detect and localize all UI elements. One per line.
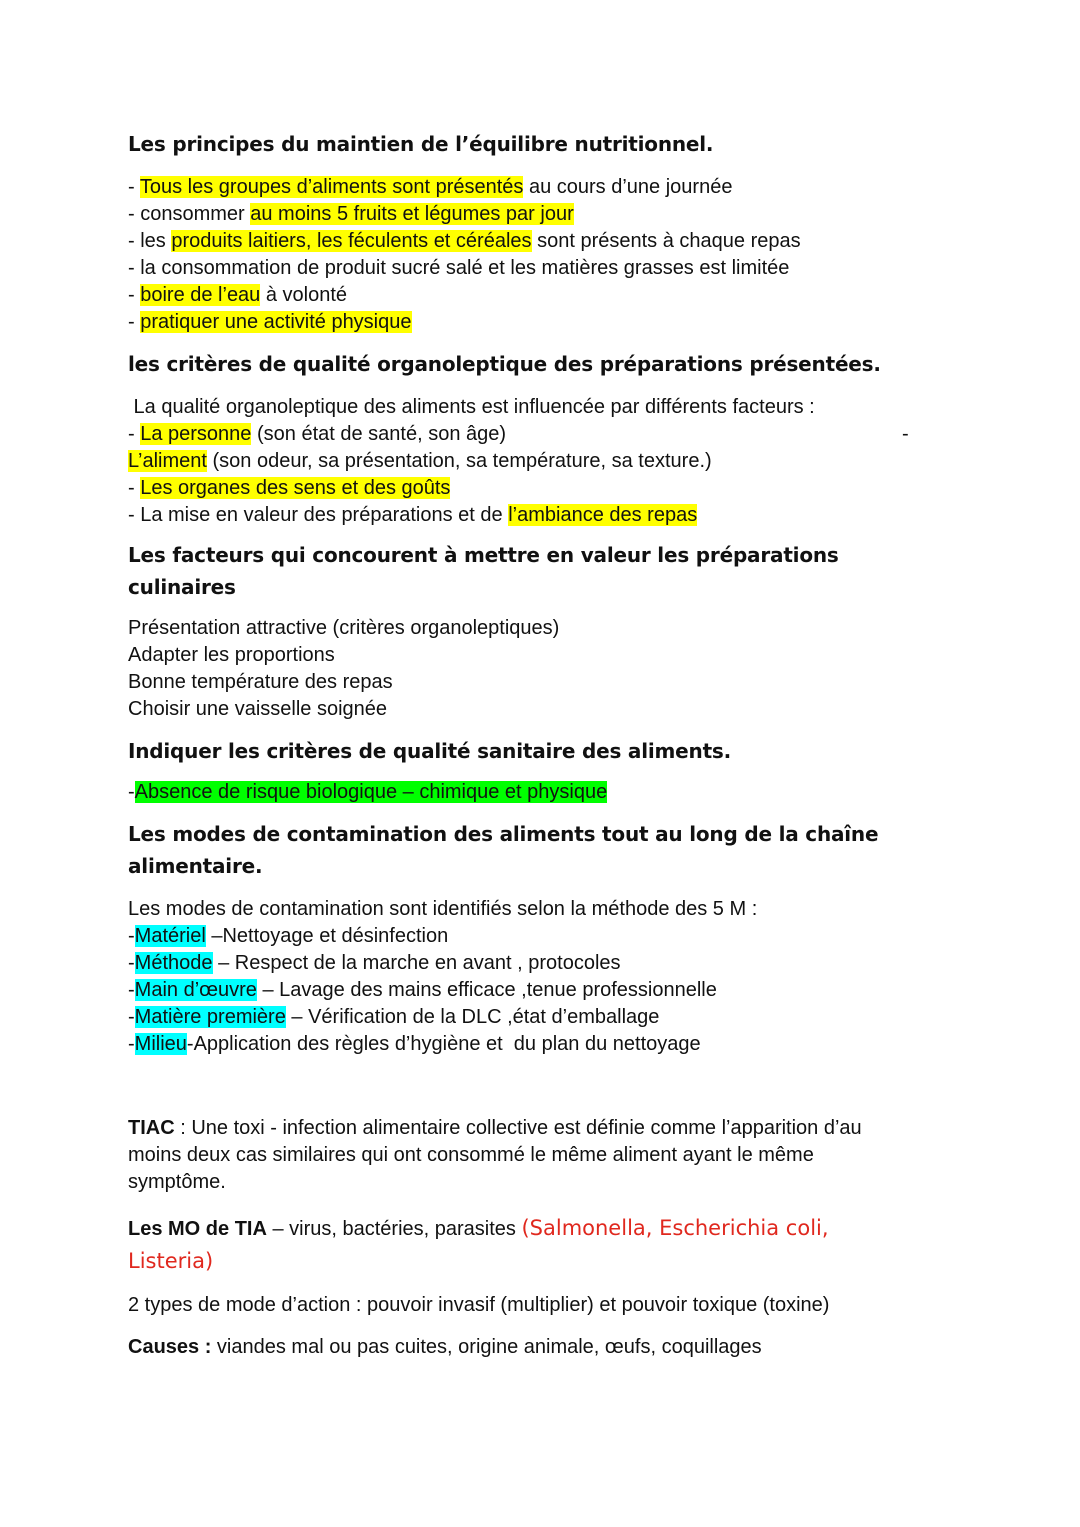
modes-line: 2 types de mode d’action : pouvoir invasif (multiplier) et pouvoir toxique (toxine) bbox=[128, 1294, 830, 1316]
mo-line bbox=[128, 1245, 948, 1278]
list-item: - Tous les groupes d’aliments sont présentés au cours d’une journée bbox=[128, 176, 733, 198]
intro-text: La qualité organoleptique des aliments est influencée par différents facteurs : bbox=[128, 396, 815, 418]
section-title-equilibre: Les principes du maintien de l’équilibre nutritionnel. bbox=[128, 132, 714, 156]
organoleptique-list bbox=[128, 394, 948, 529]
list-item: - pratiquer une activité physique bbox=[128, 311, 412, 333]
list-item: -Absence de risque biologique – chimique et physique bbox=[128, 781, 608, 803]
list-item: L’aliment (son odeur, sa présentation, sa température, sa texture.) bbox=[128, 450, 712, 472]
list-item: - consommer au moins 5 fruits et légumes par jour bbox=[128, 203, 574, 225]
list-item: Bonne température des repas bbox=[128, 671, 393, 693]
document-page bbox=[128, 128, 948, 1361]
list-item: -Main d’œuvre – Lavage des mains efficace ,tenue professionnelle bbox=[128, 979, 717, 1001]
list-item: Présentation attractive (critères organoleptiques) bbox=[128, 617, 560, 639]
list-item: Adapter les proportions bbox=[128, 644, 335, 666]
sanitaire-list bbox=[128, 779, 948, 806]
causes-line: Causes : viandes mal ou pas cuites, origine animale, œufs, coquillages bbox=[128, 1336, 762, 1358]
tiac-line: symptôme. bbox=[128, 1171, 226, 1193]
mo-paragraph bbox=[128, 1212, 948, 1278]
tiac-paragraph bbox=[128, 1115, 948, 1196]
causes-label: Causes : bbox=[128, 1336, 212, 1358]
list-item: - boire de l’eau à volonté bbox=[128, 284, 348, 306]
list-item: - La mise en valeur des préparations et de l’ambiance des repas bbox=[128, 504, 698, 526]
section-title-contamination bbox=[128, 818, 948, 882]
equilibre-list bbox=[128, 174, 948, 336]
mo-examples: Listeria) bbox=[128, 1249, 214, 1273]
mo-line: Les MO de TIA – virus, bactéries, parasites (Salmonella, Escherichia coli, bbox=[128, 1216, 829, 1240]
list-item: - les produits laitiers, les féculents et céréales sont présents à chaque repas bbox=[128, 230, 801, 252]
mo-label: Les MO de TIA bbox=[128, 1218, 267, 1240]
causes-paragraph bbox=[128, 1334, 948, 1361]
list-item: - La personne (son état de santé, son âge) - bbox=[128, 423, 909, 445]
title-line: Les modes de contamination des aliments tout au long de la chaîne bbox=[128, 822, 879, 846]
contamination-list bbox=[128, 896, 948, 1058]
tiac-line: TIAC : Une toxi - infection alimentaire collective est définie comme l’apparition d’au bbox=[128, 1117, 862, 1139]
section-title-sanitaire: Indiquer les critères de qualité sanitaire des aliments. bbox=[128, 739, 732, 763]
tiac-label: TIAC bbox=[128, 1117, 175, 1139]
section-title-facteurs: Les facteurs qui concourent à mettre en valeur les préparations culinaires bbox=[128, 543, 839, 599]
title-line: alimentaire. bbox=[128, 854, 263, 878]
list-item: -Méthode – Respect de la marche en avant , protocoles bbox=[128, 952, 621, 974]
list-item: -Matériel –Nettoyage et désinfection bbox=[128, 925, 449, 947]
list-item: - la consommation de produit sucré salé et les matières grasses est limitée bbox=[128, 257, 790, 279]
section-title-organoleptique: les critères de qualité organoleptique des préparations présentées. bbox=[128, 352, 881, 376]
list-item: - Les organes des sens et des goûts bbox=[128, 477, 451, 499]
list-item: Choisir une vaisselle soignée bbox=[128, 698, 388, 720]
list-item: -Matière première – Vérification de la DLC ,état d’emballage bbox=[128, 1006, 660, 1028]
tiac-line: moins deux cas similaires qui ont consommé le même aliment ayant le même bbox=[128, 1144, 814, 1166]
list-item: -Milieu-Application des règles d’hygiène et du plan du nettoyage bbox=[128, 1033, 701, 1055]
intro-text: Les modes de contamination sont identifiés selon la méthode des 5 M : bbox=[128, 898, 758, 920]
mo-examples: (Salmonella, Escherichia coli, bbox=[521, 1216, 829, 1240]
facteurs-list bbox=[128, 615, 948, 723]
modes-paragraph bbox=[128, 1292, 948, 1319]
